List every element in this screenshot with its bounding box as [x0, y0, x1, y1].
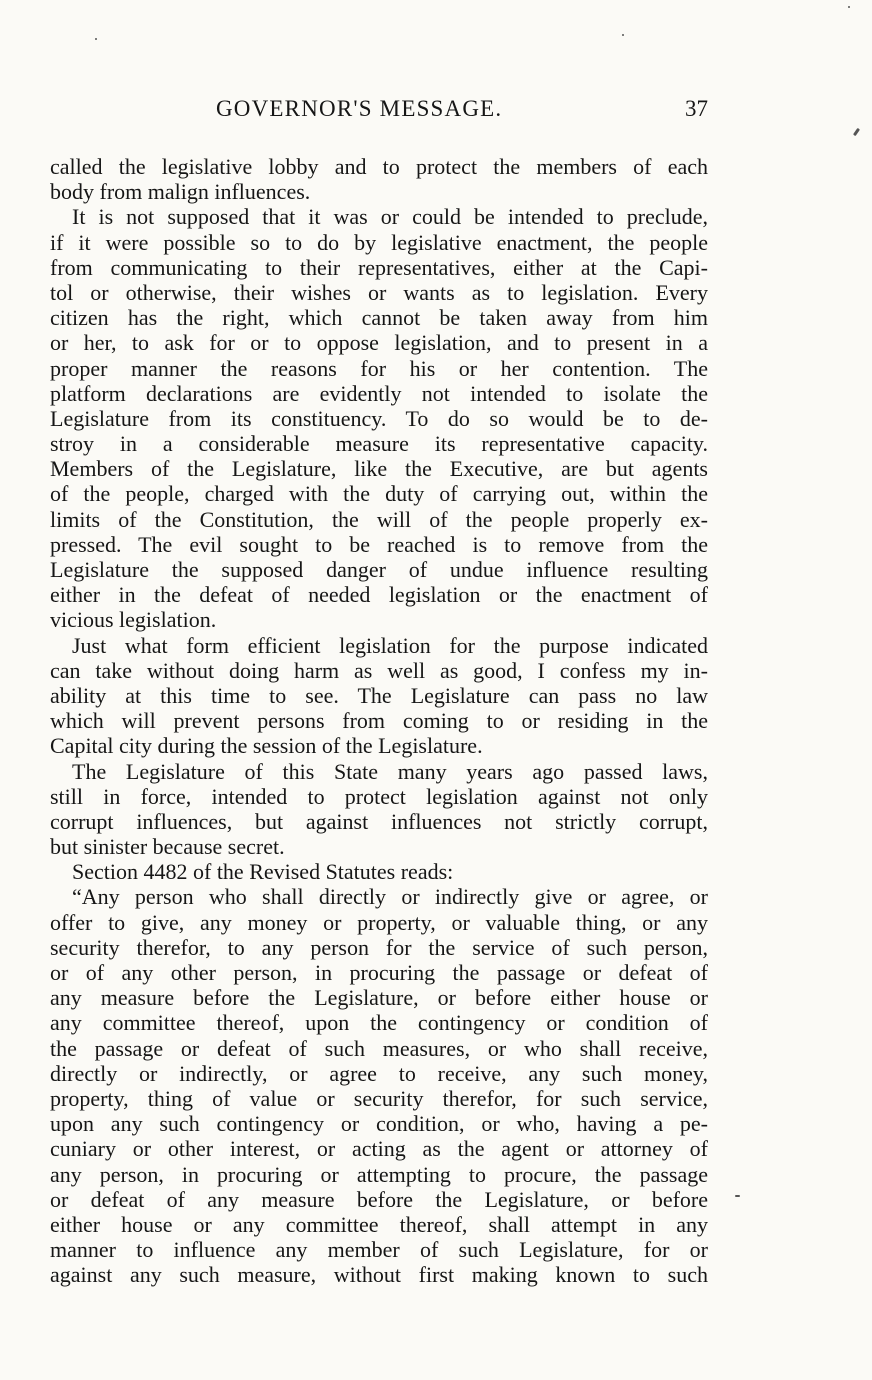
text-line: but sinister because secret. [50, 834, 285, 860]
text-line: “Any person who shall directly or indirectly give or agree, or [72, 884, 708, 910]
text-line: against any such measure, without first making known to such [50, 1262, 708, 1288]
paragraph [50, 204, 708, 632]
running-head [50, 96, 708, 130]
text-line: either house or any committee thereof, shall attempt in any [50, 1211, 708, 1237]
paragraph [50, 759, 708, 860]
text-line: It is not supposed that it was or could be intended to preclude, [72, 204, 708, 230]
text-line: ability at this time to see. The Legislature can pass no law [50, 682, 708, 708]
scan-speck [622, 34, 624, 36]
text-line: any committee thereof, upon the contingency or condition of [50, 1010, 708, 1036]
text-line: from communicating to their representatives, either at the Capi- [50, 254, 708, 280]
text-line: or of any other person, in procuring the passage or defeat of [50, 960, 708, 985]
text-line: pressed. The evil sought to be reached is to remove from the [50, 531, 708, 557]
text-line: Legislature from its constituency. To do so would be to de- [50, 405, 708, 431]
text-line: Members of the Legislature, like the Executive, are but agents [50, 456, 708, 482]
paragraph [50, 633, 708, 759]
scan-speck [848, 6, 850, 8]
page-number: 37 [685, 96, 708, 121]
text-line: any measure before the Legislature, or before either house or [50, 985, 708, 1011]
text-line: called the legislative lobby and to protect the members of each [50, 154, 708, 179]
text-line: manner to influence any member of such Legislature, for or [50, 1237, 708, 1263]
text-line: property, thing of value or security therefor, for such service, [50, 1085, 708, 1111]
text-line: offer to give, any money or property, or valuable thing, or any [50, 909, 708, 935]
scan-speck [95, 38, 97, 40]
text-line: Just what form efficient legislation for the purpose indicated [72, 632, 708, 658]
paragraph [50, 859, 708, 884]
body-text [50, 154, 708, 1287]
text-line: upon any such contingency or condition, or who, having a pe- [50, 1111, 708, 1137]
text-line: Legislature the supposed danger of undue influence resulting [50, 557, 708, 582]
text-line: of the people, charged with the duty of carrying out, within the [50, 481, 708, 507]
text-line: limits of the Constitution, the will of the people properly ex- [50, 506, 708, 532]
text-line: can take without doing harm as well as good, I confess my in- [50, 657, 708, 683]
scan-speck [735, 1195, 740, 1197]
text-line: platform declarations are evidently not intended to isolate the [50, 380, 708, 406]
text-line: stroy in a considerable measure its representative capacity. [50, 431, 708, 457]
page-header-title: GOVERNOR'S MESSAGE. [216, 96, 503, 121]
text-line: or defeat of any measure before the Legislature, or before [50, 1186, 708, 1212]
text-line: tol or otherwise, their wishes or wants as to legislation. Every [50, 279, 708, 305]
text-line: corrupt influences, but against influences not strictly corrupt, [50, 808, 708, 834]
text-line: directly or indirectly, or agree to receive, any such money, [50, 1060, 708, 1086]
paragraph [50, 154, 708, 204]
text-line: Section 4482 of the Revised Statutes reads: [72, 859, 454, 885]
text-line: proper manner the reasons for his or her contention. The [50, 355, 708, 381]
text-line: The Legislature of this State many years ago passed laws, [72, 758, 708, 784]
text-line: or her, to ask for or to oppose legislation, and to present in a [50, 330, 708, 356]
text-line: which will prevent persons from coming to or residing in the [50, 708, 708, 734]
text-line: if it were possible so to do by legislative enactment, the people [50, 229, 708, 255]
text-line: the passage or defeat of such measures, or who shall receive, [50, 1035, 708, 1061]
text-line: citizen has the right, which cannot be taken away from him [50, 305, 708, 331]
text-line: body from malign influences. [50, 179, 311, 205]
text-line: either in the defeat of needed legislation or the enactment of [50, 582, 708, 608]
text-line: still in force, intended to protect legislation against not only [50, 783, 708, 809]
text-line: cuniary or other interest, or acting as the agent or attorney of [50, 1136, 708, 1162]
text-line: Capital city during the session of the Legislature. [50, 733, 483, 759]
text-line: any person, in procuring or attempting to procure, the passage [50, 1161, 708, 1187]
scan-speck [853, 128, 860, 136]
text-line: security therefor, to any person for the service of such person, [50, 934, 708, 960]
text-line: vicious legislation. [50, 607, 217, 633]
quoted-statute [50, 884, 708, 1287]
